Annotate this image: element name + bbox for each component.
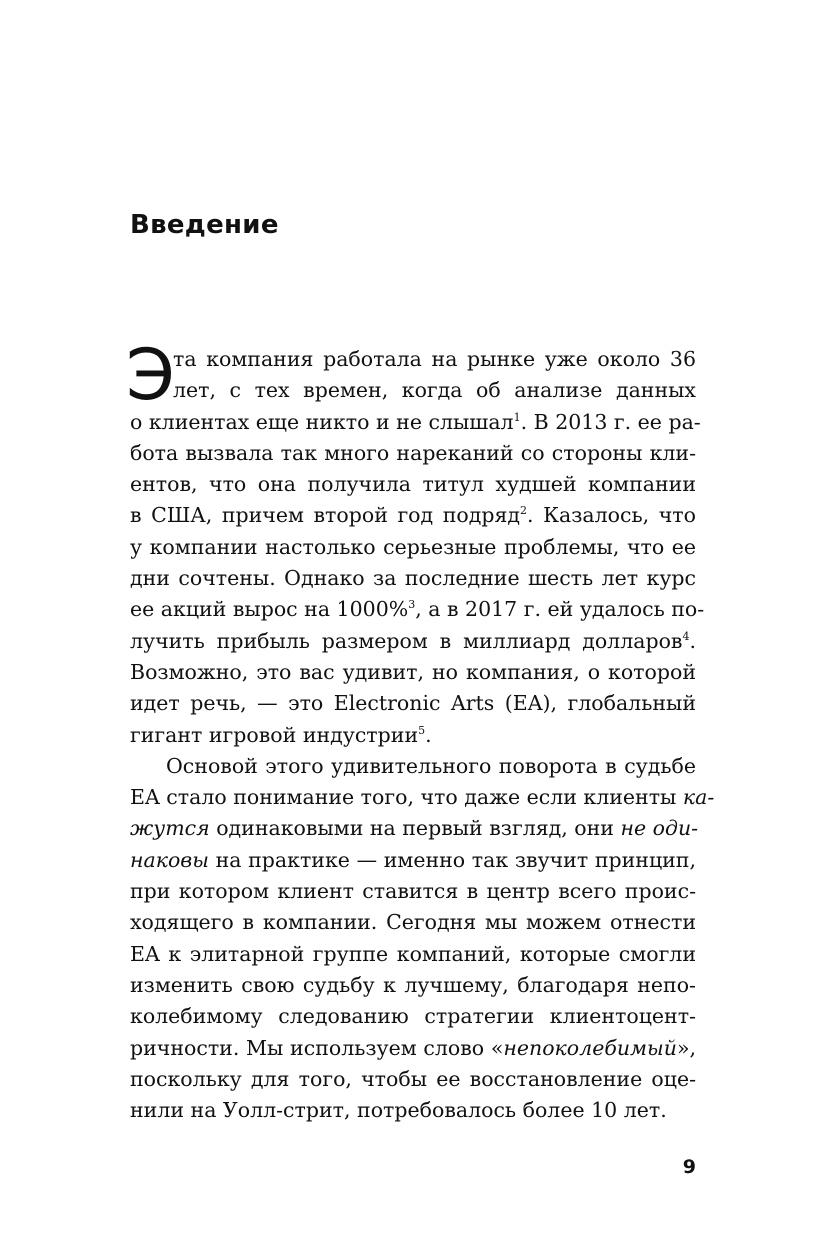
footnote-ref-3[interactable]: 3 xyxy=(408,598,416,612)
footnote-ref-5[interactable]: 5 xyxy=(418,723,426,737)
text-line: ричности. Мы используем слово «непоколебимый», xyxy=(130,1035,696,1060)
text-line: лучить прибыль размером в миллиард долларов$^4$. xyxy=(130,628,696,653)
text-line: Основой этого удивительного поворота в судьбе xyxy=(166,753,696,778)
text-line: в США, причем второй год подряд$^2$. Казалось, что xyxy=(130,503,696,528)
text-line: лет, с тех времен, когда об анализе данных xyxy=(173,378,696,403)
text-line: наковы на практике — именно так звучит принцип, xyxy=(130,847,696,872)
text-line: бота вызвала так много нареканий со стороны кли- xyxy=(130,440,696,465)
text-line: у компании настолько серьезные проблемы, что ее xyxy=(130,534,696,559)
text-line: EA стало понимание того, что даже если клиенты ка- xyxy=(130,785,715,810)
text-line: EA к элитарной группе компаний, которые смогли xyxy=(130,941,696,966)
page-number: 9 xyxy=(682,1156,696,1178)
chapter-heading: Введение xyxy=(130,210,279,240)
text-line: ентов, что она получила титул худшей компании xyxy=(130,472,696,497)
text-line: ходящего в компании. Сегодня мы можем отнести xyxy=(130,910,696,935)
text-line: поскольку для того, чтобы ее восстановление оце- xyxy=(130,1066,696,1091)
text-line: жутся одинаковыми на первый взгляд, они не оди- xyxy=(130,816,699,841)
text-line: нили на Уолл-стрит, потребовалось более 10 лет. xyxy=(130,1098,667,1123)
footnote-ref-4[interactable]: 4 xyxy=(682,629,690,643)
text-line: гигант игровой индустрии$^5$. xyxy=(130,722,432,747)
text-line: колебимому следованию стратегии клиентоцент- xyxy=(130,1004,696,1029)
text-line: Возможно, это вас удивит, но компания, о которой xyxy=(130,659,696,684)
paragraph-2 xyxy=(130,751,715,1127)
body-text xyxy=(126,334,715,1126)
text-line: о клиентах еще никто и не слышал$^1$. В 2013 г. ее ра- xyxy=(130,409,701,434)
text-line: дни сочтены. Однако за последние шесть лет курс xyxy=(130,566,696,591)
text-line: идет речь, — это Electronic Arts (EA), глобальный xyxy=(130,691,696,716)
footnote-ref-1[interactable]: 1 xyxy=(513,410,521,424)
text-line: ее акций вырос на 1000%$^3$, а в 2017 г. ей удалось по- xyxy=(130,597,705,622)
footnote-ref-2[interactable]: 2 xyxy=(520,504,528,518)
text-line: та компания работала на рынке уже около 36 xyxy=(173,347,696,371)
text-line: изменить свою судьбу к лучшему, благодаря непо- xyxy=(130,972,696,997)
paragraph-1 xyxy=(130,344,705,751)
text-line: при котором клиент ставится в центр всего проис- xyxy=(130,879,696,904)
drop-cap: Э xyxy=(126,334,175,416)
